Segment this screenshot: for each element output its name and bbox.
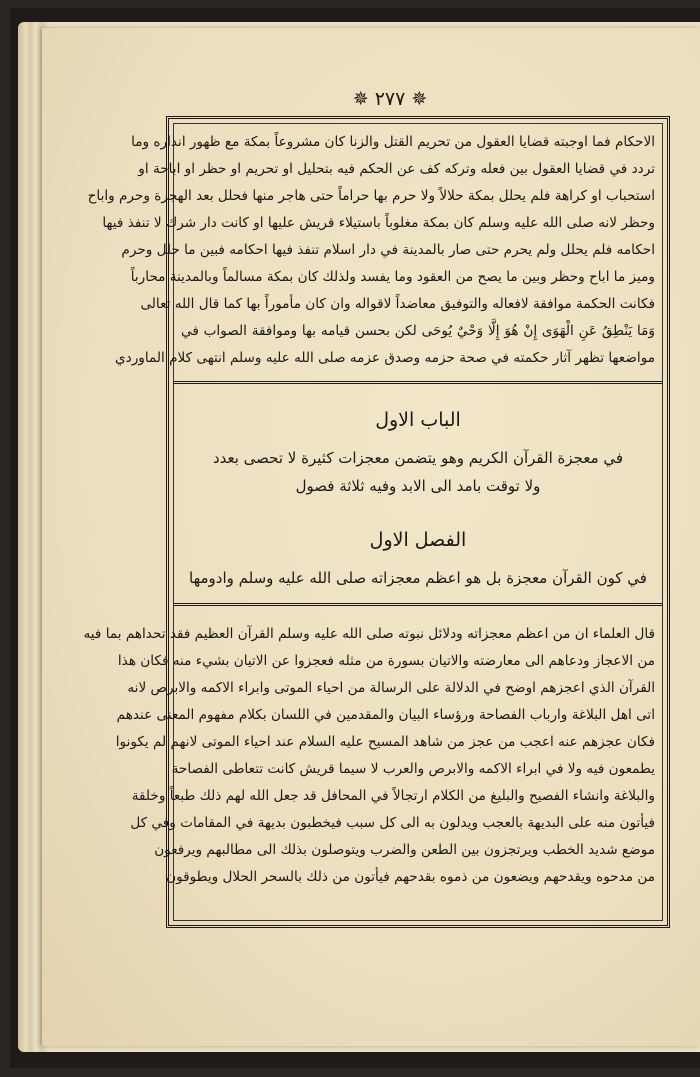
text-line: مواضعها تظهر آثار حكمته في صحة حزمه وصدق عزمه صلى الله عليه وسلم انتهى كلام الماوردي [115,350,655,366]
text-line: فيأتون منه على البديهة بالعجب ويدلون به الى كل سبب فيخطبون بديهة في المقامات وفي كل [130,815,655,831]
section-subtitle: في كون القرآن معجزة بل هو اعظم معجزاته صلى الله عليه وسلم وادومها [189,569,647,587]
text-line: فكانت الحكمة موافقة لافعاله والتوفيق معاضداً لاقواله وان كان مأموراً بها كما قال الله تعالى [140,296,655,312]
bottom-text-block [83,621,655,891]
page-number: ✵ ٢٧٧ ✵ [352,88,428,110]
section-title: الفصل الاول [369,529,467,551]
chapter-subtitle-line-2: ولا توقت بامد الى الابد وفيه ثلاثة فصول [295,477,541,495]
text-line: يطمعون فيه ولا في ابراء الاكمه والابرص والعرب لا سيما قريش كانت تتعاطى الفصاحة [171,761,655,777]
top-text-block [87,129,655,372]
text-line: استحباب او كراهة فلم يحلل بمكة حلالاً ولا حرم بها حراماً حتى هاجر منها فحلل بعد الهجرة وحرم واباح [87,188,655,204]
text-line: اتى اهل البلاغة وارباب الفصاحة ورؤساء البيان والمقدمين في اللسان بكلام مفهوم المعنى عندهم [116,707,655,723]
section-divider [173,603,663,606]
text-line: وميز ما اباح وحظر وبين ما يصح من العقود وما يفسد ولذلك كان بمكة مسالماً وبالمدينة محارباً [130,269,655,285]
text-line: فكان عجزهم عنه اعجب من عجز من شاهد المسيح عليه السلام عند احياء الموتى لانهم لم يكونوا [115,734,655,750]
text-line: من مدحوه ويقدحهم ويضعون من ذموه بقدحهم فيأتون من ذلك بالسحر الحلال ويطوقون [166,869,655,885]
text-line: تردد في قضايا العقول بين فعله وتركه كف عن الحكم فيه بتحليل او تحريم او حظر او اباحة او [138,161,655,177]
text-frame [83,116,670,928]
chapter-subtitle-line-1: في معجزة القرآن الكريم وهو يتضمن معجزات كثيرة لا تحصى بعدد [212,449,624,467]
text-line: والبلاغة وانشاء الفصيح والبليغ من الكلام ارتجالاً في المحافل قد جعل الله لهم ذلك طبعاً وخلقة [131,788,655,804]
text-line: الاحكام فما اوجبته قضايا العقول من تحريم القتل والزنا كان مشروعاً بمكة مع ظهور انذاره وما [131,134,655,150]
text-line: احكامه فلم يحلل ولم يحرم حتى صار بالمدينة في دار اسلام تنفذ فيها احكامه فبين ما حلل وحرم [121,242,655,258]
text-line: من الاعجاز ودعاهم الى معارضته والاتيان بسورة من مثله فعجزوا عن الاتيان بشيء منه فكان هذا [117,653,655,669]
text-line: وَمَا يَنْطِقُ عَنِ الْهَوَى إِنْ هُوَ إِلَّا وَحْيٌ يُوحَى لكن بحسن قيامه بها وموافقة الصواب في [181,323,655,339]
text-line: قال العلماء ان من اعظم معجزاته ودلائل نبوته صلى الله عليه وسلم القرآن العظيم فقد تحداهم بما فيه [83,626,655,642]
chapter-title: الباب الاول [375,409,461,431]
text-line: موضع شديد الخطب ويرتجزون بين الطعن والضرب ويتوصلون بذلك الى مطالبهم ويرفعون [154,842,655,858]
text-line: وحظر لانه صلى الله عليه وسلم كان بمكة مغلوباً باستيلاء قريش عليها او كانت دار شرك لا تنفذ فيها [102,215,655,231]
text-line: القرآن الذي اعجزهم اوضح في الدلالة على الرسالة من احياء الموتى وابراء الاكمه والابرص لانه [127,680,655,696]
section-divider [173,381,663,384]
